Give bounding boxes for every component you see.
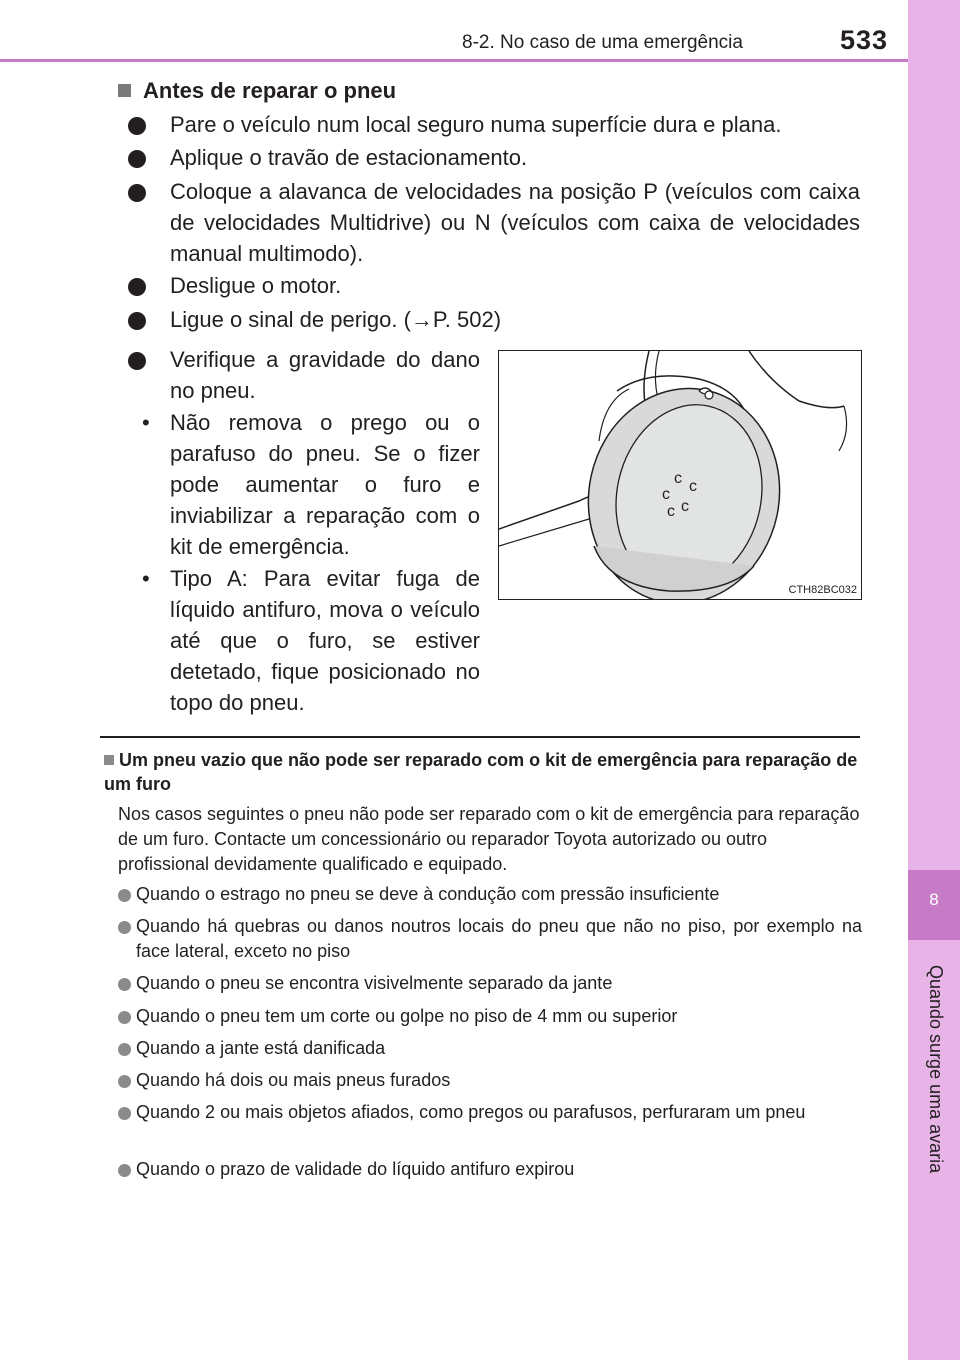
note-list-item-text: Quando há quebras ou danos noutros locais do pneu que não no piso, por exemplo na face lateral, exceto no piso <box>136 916 862 961</box>
note-list-item-text: Quando a jante está danificada <box>136 1038 386 1058</box>
chapter-number: 8 <box>929 890 939 909</box>
note-list-item-text: Quando há dois ou mais pneus furados <box>136 1070 451 1090</box>
bullet-dot-icon <box>118 1107 131 1120</box>
note-heading-text: Um pneu vazio que não pode ser reparado com o kit de emergência para reparação de um furo <box>104 750 858 794</box>
note-paragraph: Nos casos seguintes o pneu não pode ser reparado com o kit de emergência para reparação de um furo. Contacte um concessionário ou reparador Toyota autorizado ou outro profissional devidamente qualificado e equipado. <box>118 804 860 874</box>
tire-damage-drawing <box>499 351 861 599</box>
bullet-dot-icon <box>118 1043 131 1056</box>
bullet-dot-icon <box>128 117 146 135</box>
square-bullet-icon <box>104 755 114 765</box>
sub-list-item-text: Não remova o prego ou o parafuso do pneu. Se o fizer pode aumentar o furo e inviabilizar a reparação com o kit de emergência. <box>170 410 480 559</box>
bullet-dot-icon <box>118 889 131 902</box>
note-list-item <box>118 1157 862 1182</box>
note-list-item-text: Quando o estrago no pneu se deve à condução com pressão insuficiente <box>136 884 720 904</box>
list-item-text: Verifique a gravidade do dano no pneu. <box>170 347 480 403</box>
note-list-item <box>118 1036 862 1061</box>
header-rule <box>0 59 908 62</box>
bullet-dot-icon <box>128 352 146 370</box>
header-section-title: 8-2. No caso de uma emergência <box>462 32 743 53</box>
note-list-item <box>118 1004 862 1029</box>
page-number: 533 <box>840 25 889 55</box>
list-item <box>128 344 480 406</box>
svg-text:c: c <box>674 470 682 487</box>
bullet-dot-icon <box>128 278 146 296</box>
note-list-item <box>118 1068 862 1093</box>
tire-illustration <box>498 350 862 600</box>
chapter-title: Quando surge uma avaria <box>926 965 946 1174</box>
list-item-text: Pare o veículo num local seguro numa superfície dura e plana. <box>170 112 782 137</box>
note-list-item <box>118 971 862 996</box>
section-heading <box>118 78 396 104</box>
section-divider <box>100 736 860 738</box>
svg-text:c: c <box>689 478 697 495</box>
sub-bullet-mark: • <box>142 410 150 435</box>
note-list-item-text: Quando o pneu se encontra visivelmente separado da jante <box>136 973 613 993</box>
list-item-text: Coloque a alavanca de velocidades na posição P (veículos com caixa de velocidades Multidrive) ou N (veículos com caixa de velocidades manual multimodo). <box>170 179 860 266</box>
list-item-text: Aplique o travão de estacionamento. <box>170 145 528 170</box>
sub-list-item <box>128 563 480 718</box>
bullet-dot-icon <box>128 184 146 202</box>
sub-list-item <box>128 407 480 562</box>
note-list-item-text: Quando o prazo de validade do líquido antifuro expirou <box>136 1159 575 1179</box>
list-item <box>128 176 860 269</box>
sub-list-item-text: Tipo A: Para evitar fuga de líquido antifuro, mova o veículo até que o furo, se estiver detetado, fique posicionado no topo do pneu. <box>170 566 480 715</box>
list-item <box>128 142 860 173</box>
note-list-item <box>118 882 862 907</box>
sub-bullet-mark: • <box>142 566 150 591</box>
svg-text:c: c <box>662 486 670 503</box>
note-list-item-text: Quando o pneu tem um corte ou golpe no piso de 4 mm ou superior <box>136 1006 678 1026</box>
square-bullet-icon <box>118 84 131 97</box>
section-heading-text: Antes de reparar o pneu <box>143 78 397 103</box>
note-list-item-text: Quando 2 ou mais objetos afiados, como pregos ou parafusos, perfuraram um pneu <box>136 1102 806 1122</box>
svg-text:c: c <box>681 498 689 515</box>
list-item-text: Ligue o sinal de perigo. (→P. 502) <box>170 307 502 332</box>
figure-code: CTH82BC032 <box>788 584 857 596</box>
bullet-dot-icon <box>118 1075 131 1088</box>
svg-text:c: c <box>667 503 675 520</box>
list-item-text: Desligue o motor. <box>170 273 342 298</box>
bullet-dot-icon <box>118 1011 131 1024</box>
note-heading <box>104 748 862 796</box>
bullet-dot-icon <box>118 921 131 934</box>
list-item <box>128 304 860 335</box>
note-list-item <box>118 1100 862 1125</box>
bullet-dot-icon <box>118 1164 131 1177</box>
list-item <box>128 109 860 140</box>
note-list-item <box>118 914 862 964</box>
bullet-dot-icon <box>128 150 146 168</box>
bullet-dot-icon <box>118 978 131 991</box>
list-item <box>128 270 860 301</box>
bullet-dot-icon <box>128 312 146 330</box>
